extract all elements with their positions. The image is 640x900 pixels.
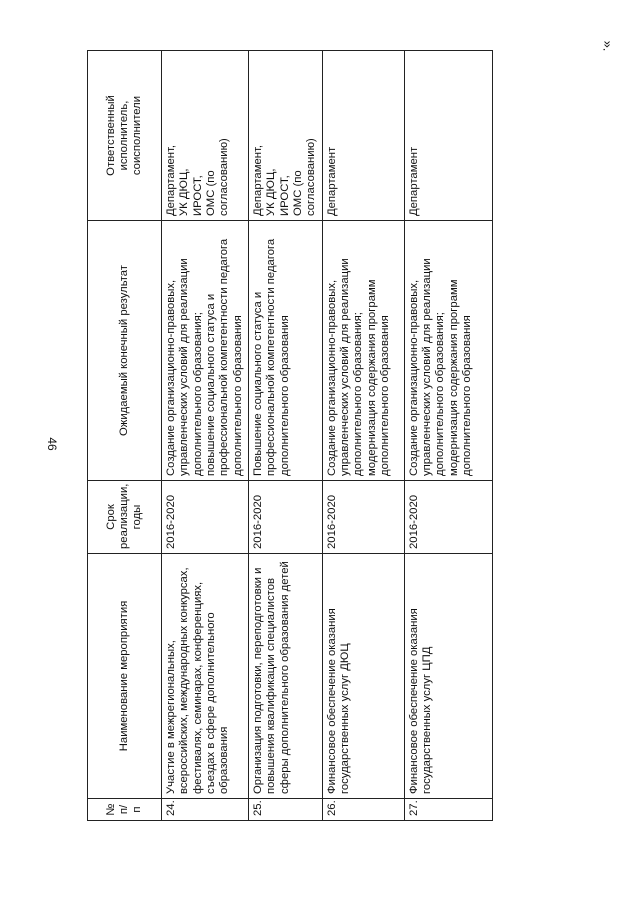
- header-num: № п/п: [88, 799, 162, 821]
- row-num: 26.: [322, 799, 404, 821]
- row-result: Создание организационно-правовых, управленческих условий для реализации дополнительного образования; повышение социального статуса и профессиональной компетентности педагога дополнительного образования: [162, 221, 249, 481]
- header-result: Ожидаемый конечный результат: [88, 221, 162, 481]
- row-period: 2016-2020: [322, 481, 404, 554]
- page-number: 46: [45, 437, 59, 451]
- row-responsible: Департамент: [404, 51, 492, 221]
- row-name: Финансовое обеспечение оказания государственных услуг ЦПД: [404, 554, 492, 799]
- row-period: 2016-2020: [404, 481, 492, 554]
- table-row: [248, 51, 322, 821]
- row-name: Участие в межрегиональных, всероссийских, международных конкурсах, фестивалях, семинарах, конференциях, съездах в сфере дополнительного образования: [162, 554, 249, 799]
- row-num: 24.: [162, 799, 249, 821]
- row-responsible: Департамент: [322, 51, 404, 221]
- row-num: 27.: [404, 799, 492, 821]
- table-row: [162, 51, 249, 821]
- header-responsible: Ответственный исполнитель, соисполнители: [88, 51, 162, 221]
- row-period: 2016-2020: [162, 481, 249, 554]
- rotated-table-container: [87, 51, 493, 821]
- row-period: 2016-2020: [248, 481, 322, 554]
- row-name: Финансовое обеспечение оказания государственных услуг ДЮЦ: [322, 554, 404, 799]
- header-period: Срок реализации, годы: [88, 481, 162, 554]
- row-result: Повышение социального статуса и профессиональной компетентности педагога дополнительного образования: [248, 221, 322, 481]
- table-header-row: [88, 51, 162, 821]
- closing-quote: ».: [600, 40, 616, 52]
- row-name: Организация подготовки, переподготовки и повышения квалификации специалистов сферы дополнительного образования детей: [248, 554, 322, 799]
- table-row: [322, 51, 404, 821]
- header-name: Наименование мероприятия: [88, 554, 162, 799]
- row-result: Создание организационно-правовых, управленческих условий для реализации дополнительного образования; модернизация содержания программ дополнительного образования: [404, 221, 492, 481]
- row-result: Создание организационно-правовых, управленческих условий для реализации дополнительного образования; модернизация содержания программ дополнительного образования: [322, 221, 404, 481]
- row-num: 25.: [248, 799, 322, 821]
- row-responsible: Департамент, УК ДЮЦ, ИРОСТ, ОМС (по согласованию): [248, 51, 322, 221]
- table-row: [404, 51, 492, 821]
- activities-table: [87, 50, 493, 821]
- row-responsible: Департамент, УК ДЮЦ, ИРОСТ, ОМС (по согласованию): [162, 51, 249, 221]
